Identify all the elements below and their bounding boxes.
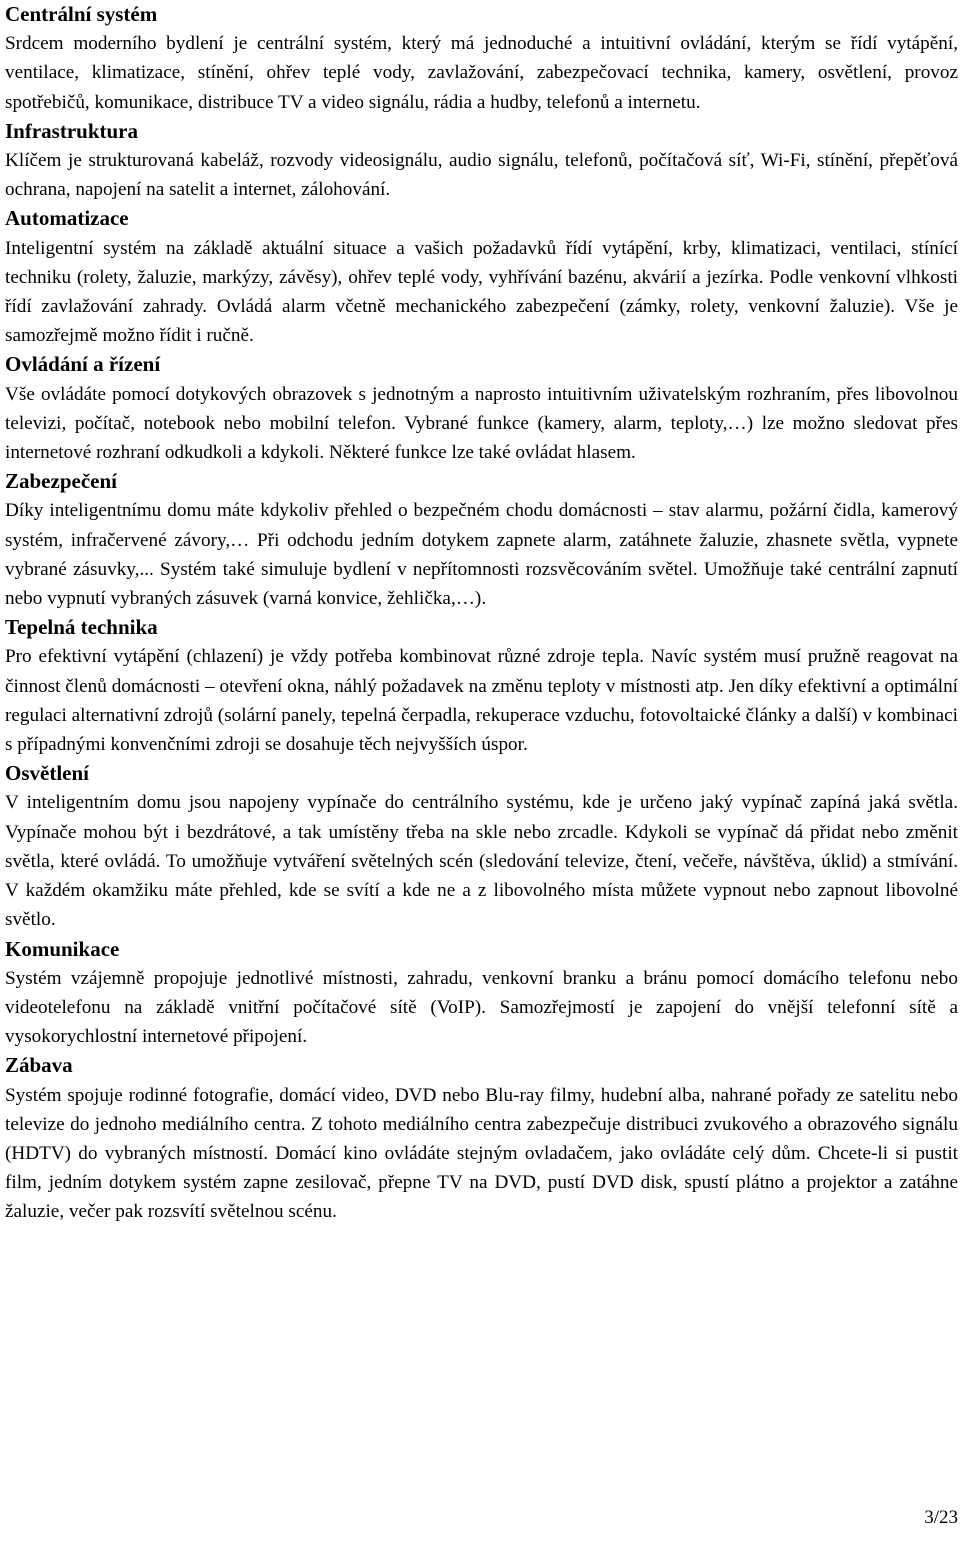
section-paragraph: Systém vzájemně propojuje jednotlivé místnosti, zahradu, venkovní branku a bránu pomocí domácího telefonu nebo videotelefonu na základě vnitřní počítačové sítě (VoIP). Samozřejmostí je zapojení do vnější telefonní sítě a vysokorychlostní internetové připojení. [5, 967, 958, 1048]
section-centralni-system [5, 0, 958, 117]
section-paragraph: Srdcem moderního bydlení je centrální systém, který má jednoduché a intuitivní ovládání, kterým se řídí vytápění, ventilace, klimatizace, stínění, ohřev teplé vody, zavlažování, zabezpečovací technika, kamery, osvětlení, provoz spotřebičů, komunikace, distribuce TV a video signálu, rádia a hudby, telefonů a internetu. [5, 33, 958, 113]
section-zabava [5, 1051, 958, 1226]
page-number: 3/23 [924, 1507, 958, 1528]
section-paragraph: V inteligentním domu jsou napojeny vypínače do centrálního systému, kde je určeno jaký vypínač zapíná jaká světla. Vypínače mohou být i bezdrátové, a tak umístěny třeba na skle nebo zrcadle. Kdykoli se vypínač dá přidat nebo změnit světla, které ovládá. To umožňuje vytváření světelných scén (sledování televize, čtení, večeře, návštěva, úklid) a stmívání. V každém okamžiku máte přehled, kde se svítí a kde ne a z libovolného místa můžete vypnout nebo zapnout libovolné světlo. [5, 792, 958, 931]
section-zabezpeceni [5, 467, 958, 613]
section-heading: Tepelná technika [5, 615, 158, 640]
section-paragraph: Klíčem je strukturovaná kabeláž, rozvody videosignálu, audio signálu, telefonů, počítačová síť, Wi-Fi, stínění, přepěťová ochrana, napojení na satelit a internet, zálohování. [5, 150, 958, 201]
section-heading: Zabezpečení [5, 469, 117, 494]
section-heading: Zábava [5, 1053, 73, 1078]
section-heading: Osvětlení [5, 761, 89, 786]
section-ovladani-a-rizeni [5, 350, 958, 467]
section-paragraph: Inteligentní systém na základě aktuální situace a vašich požadavků řídí vytápění, krby, klimatizaci, ventilaci, stínící techniku (rolety, žaluzie, markýzy, závěsy), ohřev teplé vody, vyhřívání bazénu, akvárií a jezírka. Podle venkovní vlhkosti řídí zavlažování zahrady. Ovládá alarm včetně mechanického zabezpečení (zámky, rolety, venkovní žaluzie). Vše je samozřejmě možno řídit i ručně. [5, 237, 958, 347]
section-paragraph: Vše ovládáte pomocí dotykových obrazovek s jednotným a naprosto intuitivním uživatelským rozhraním, přes libovolnou televizi, počítač, notebook nebo mobilní telefon. Vybrané funkce (kamery, alarm, teploty,…) lze možno sledovat přes internetové rozhraní odkudkoli a kdykoli. Některé funkce lze také ovládat hlasem. [5, 383, 958, 464]
section-heading: Automatizace [5, 206, 129, 231]
section-tepelna-technika [5, 613, 958, 759]
section-heading: Ovládání a řízení [5, 352, 161, 377]
section-heading: Komunikace [5, 936, 120, 961]
section-heading: Infrastruktura [5, 118, 139, 143]
section-osvetleni [5, 759, 958, 934]
section-paragraph: Pro efektivní vytápění (chlazení) je vždy potřeba kombinovat různé zdroje tepla. Navíc systém musí pružně reagovat na činnost členů domácnosti – otevření okna, náhlý požadavek na změnu teploty v místnosti atp. Jen díky efektivní a optimální regulaci alternativní zdrojů (solární panely, tepelná čerpadla, rekuperace vzduchu, fotovoltaické články a další) v kombinaci s případnými konvenčními zdroji se dosahuje těch nejvyšších úspor. [5, 646, 958, 756]
section-paragraph: Systém spojuje rodinné fotografie, domácí video, DVD nebo Blu-ray filmy, hudební alba, nahrané pořady ze satelitu nebo televize do jednoho mediálního centra. Z tohoto mediálního centra zabezpečuje distribuci zvukového a obrazového signálu (HDTV) do vybraných místností. Domácí kino ovládáte stejným ovladačem, jako ovládáte celý dům. Chcete-li si pustit film, jedním dotykem systém zapne zesilovač, přepne TV na DVD, pustí DVD disk, spustí plátno a projektor a zatáhne žaluzie, večer pak rozsvítí světelnou scénu. [5, 1084, 958, 1223]
section-komunikace [5, 935, 958, 1052]
section-paragraph: Díky inteligentnímu domu máte kdykoliv přehled o bezpečném chodu domácnosti – stav alarmu, požární čidla, kamerový systém, infračervené závory,… Při odchodu jedním dotykem zapnete alarm, zatáhnete žaluzie, zhasnete světla, vypnete vybrané zásuvky,... Systém také simuluje bydlení v nepřítomnosti rozsvěcováním světel. Umožňuje také centrální zapnutí nebo vypnutí vybraných zásuvek (varná konvice, žehlička,…). [5, 500, 958, 610]
document-page [5, 0, 958, 1227]
section-automatizace [5, 204, 958, 350]
section-heading: Centrální systém [5, 2, 158, 26]
section-infrastruktura [5, 117, 958, 205]
